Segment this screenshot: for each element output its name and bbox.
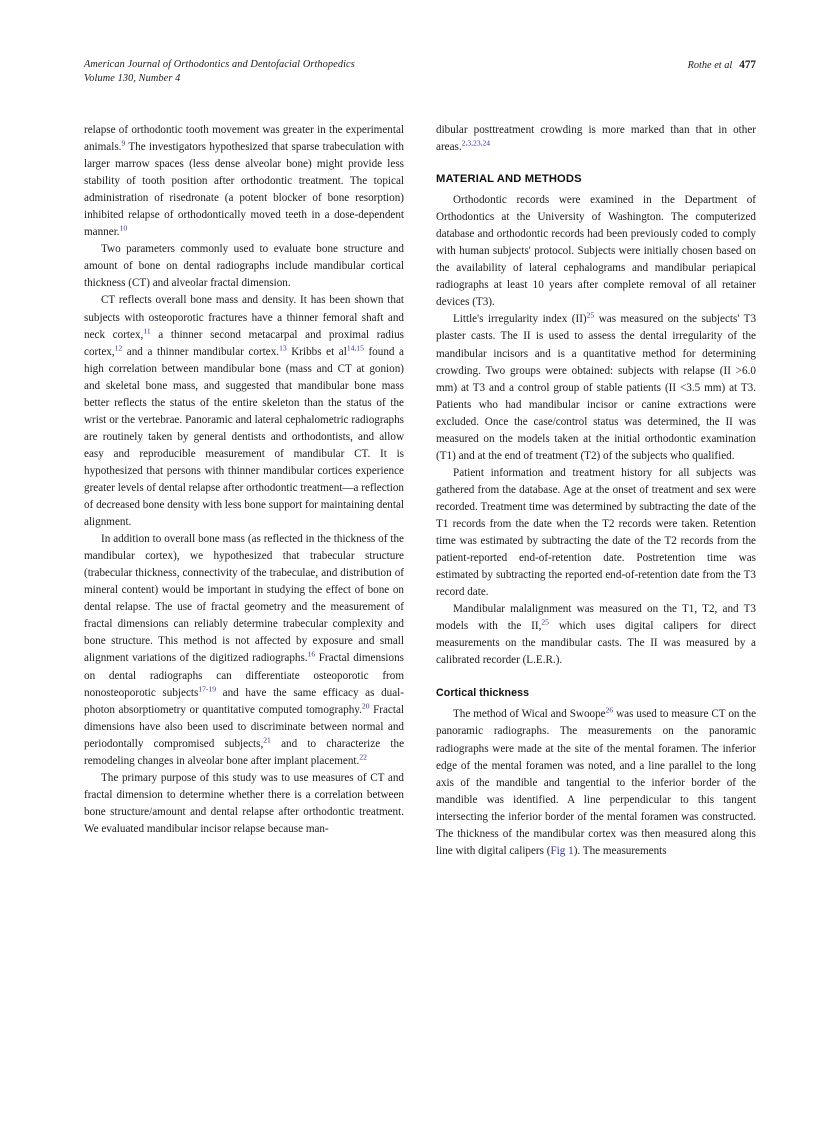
- paragraph-text: In addition to overall bone mass (as reflected in the thickness of the mandibular cortex), we hypothesized that trabecular structure (trabecular thickness, connectivity of the trabeculae, and distribution of mineral content) would be important in studying the effect of bone on dental relapse. The use of fractal geometry and the measurement of fractal dimensions can reliably determine trabecular complexity and bone structure. This method is not affected by exposure and small alignment variations of the digitized radiographs.: [84, 533, 404, 665]
- paragraph-text: Fractal dimensions on dental radiographs can differentiate osteoporotic from nonosteoporotic subjects: [84, 652, 404, 699]
- paragraph: [436, 311, 756, 464]
- author-citation: Rothe et al: [687, 60, 733, 71]
- paragraph: Two parameters commonly used to evaluate bone structure and amount of bone on dental radiographs include mandibular cortical thickness (CT) and alveolar fractal dimension.: [84, 243, 404, 290]
- paragraph-text: Mandibular malalignment was measured on the T1, T2, and T3 models with the II,: [436, 603, 756, 633]
- citation-ref[interactable]: 13: [279, 342, 287, 352]
- paragraph-text: Little's irregularity index (II): [453, 313, 587, 326]
- journal-volume-issue: Volume 130, Number 4: [84, 73, 181, 85]
- column-right: [436, 122, 756, 1062]
- citation-ref[interactable]: 25: [541, 617, 549, 627]
- paragraph: [84, 531, 404, 770]
- paragraph-text: CT reflects overall bone mass and density. It has been shown that subjects with osteoporotic fractures have a thinner femoral shaft and neck cortex,: [84, 294, 404, 341]
- paragraph: The primary purpose of this study was to use measures of CT and fractal dimension to determine whether there is a correlation between bone structure/amount and dental relapse after orthodontic treatment. We evaluated mandibular incisor relapse because man-: [84, 771, 404, 835]
- journal-title-block: [84, 58, 355, 86]
- paragraph-text: Fractal dimensions have also been used to discriminate between normal and periodontally compromised subjects,: [84, 703, 404, 750]
- paragraph-text: The investigators hypothesized that sparse trabeculation with larger marrow spaces (less dense alveolar bone) might provide less stability of tooth position after orthodontic treatment. The topical administration of risedronate (a potent blocker of bone resorption) inhibited relapse of orthodontically moved teeth in a dose-dependent manner.: [84, 141, 404, 239]
- article-body: [84, 122, 756, 1062]
- paragraph-text: found a high correlation between mandibular bone (mass and CT at gonion) and skeletal bone mass, and suggested that mandibular bone mass better reflects the status of the entire skeleton than the status of the wrist or the vertebrae. Panoramic and lateral cephalometric radiographs are routinely taken by general dentists and orthodontists, and allow easy and reproducible measurement of mandibular CT. It is hypothesized that persons with thinner mandibular cortices experience greater levels of dental relapse after orthodontic treatment—a reflection of decreased bone density with less bone support for maintaining dental alignment.: [84, 345, 404, 529]
- paragraph-text: which uses digital calipers for direct measurements on the mandibular casts. The II was measured by a calibrated recorder (L.E.R.).: [436, 620, 756, 667]
- figure-link[interactable]: Fig 1: [550, 844, 574, 857]
- paragraph: [84, 292, 404, 531]
- paragraph-text: Kribbs et al: [286, 345, 347, 358]
- citation-ref[interactable]: 17-19: [198, 683, 217, 693]
- paragraph-text: dibular posttreatment crowding is more marked than that in other areas.: [436, 124, 756, 154]
- citation-ref[interactable]: 11: [143, 325, 151, 335]
- paragraph: [84, 122, 404, 241]
- paragraph-text: was measured on the subjects' T3 plaster casts. The II is used to assess the dental irregularity of the mandibular incisors and is a quantitative method for determining crowding. Two groups were obtained: subjects with relapse (II >6.0 mm) at T3 and a control group of stable patients (II <3.5 mm) at T3. Patients who had mandibular incisor or canine extractions were excluded. Once the case/control status was determined, the II was measured on the models taken at the initial orthodontic examination (T1) and at the end of treatment (T2) of the subjects who qualified.: [436, 313, 757, 462]
- citation-ref[interactable]: 22: [359, 752, 367, 762]
- citation-ref[interactable]: 21: [263, 734, 271, 744]
- paragraph: Patient information and treatment history for all subjects was gathered from the database. Age at the onset of treatment and sex were recorded. Treatment time was determined by subtracting the date of the T1 records from the date when the T2 records were taken. Retention time was estimated by subtracting the date of the T2 records from the patient-reported end-of-retention date. Postretention time was estimated by subtracting the reported end-of-retention date from the T3 record date.: [436, 466, 756, 599]
- paragraph: [436, 601, 756, 669]
- paragraph-text: ). The measurements: [573, 844, 667, 857]
- citation-ref[interactable]: 9: [121, 138, 126, 148]
- paragraph: [436, 706, 756, 859]
- citation-ref[interactable]: 16: [307, 649, 316, 659]
- paragraph: Orthodontic records were examined in the Department of Orthodontics at the University of Washington. The computerized database and orthodontic records had been previously coded to comply with human subjects' protocol. Subjects were initially chosen based on the availability of lateral cephalograms and mandibular periapical radiographs at least 10 years after complete removal of all retainer devices (T3).: [436, 194, 756, 309]
- paragraph-text: relapse of orthodontic tooth movement was greater in the experimental animals.: [84, 124, 404, 154]
- citation-ref[interactable]: 12: [114, 342, 123, 352]
- journal-title: American Journal of Orthodontics and Dentofacial Orthopedics: [84, 59, 355, 70]
- section-heading-material-and-methods: MATERIAL AND METHODS: [436, 173, 582, 186]
- citation-ref[interactable]: 14,15: [346, 342, 364, 352]
- paragraph-text: The method of Wical and Swoope: [453, 708, 606, 721]
- paragraph-text: and a thinner mandibular cortex.: [122, 345, 280, 358]
- citation-ref[interactable]: 26: [605, 705, 614, 715]
- paragraph-text: and have the same efficacy as dual-photon absorptiometry or quantitative computed tomography.: [84, 686, 404, 716]
- citation-ref[interactable]: 2,3,23,24: [461, 138, 491, 148]
- citation-ref[interactable]: 20: [361, 700, 370, 710]
- paragraph: [436, 122, 756, 156]
- column-left: [84, 122, 404, 1062]
- citation-ref[interactable]: 10: [119, 223, 128, 233]
- paragraph-text: was used to measure CT on the panoramic radiographs. The measurements on the panoramic radiographs were made at the site of the mental foramen. The inferior edge of the mental foramen was noted, and a line parallel to the long axis of the mandible and tangential to the inferior border of the mandible was identified. A line perpendicular to this tangent intersecting the inferior border of the mental foramen was constructed. The thickness of the mandibular cortex was then measured along this line with digital calipers (: [436, 708, 757, 857]
- paragraph-text: and to characterize the remodeling changes in alveolar bone after implant placement.: [84, 737, 405, 767]
- running-head: [84, 58, 756, 86]
- paragraph-text: a thinner second metacarpal and proximal radius cortex,: [84, 328, 405, 358]
- page-number: 477: [739, 59, 756, 71]
- subsection-heading-cortical-thickness: Cortical thickness: [436, 687, 530, 700]
- running-head-right: [688, 58, 756, 73]
- citation-ref[interactable]: 25: [586, 310, 595, 320]
